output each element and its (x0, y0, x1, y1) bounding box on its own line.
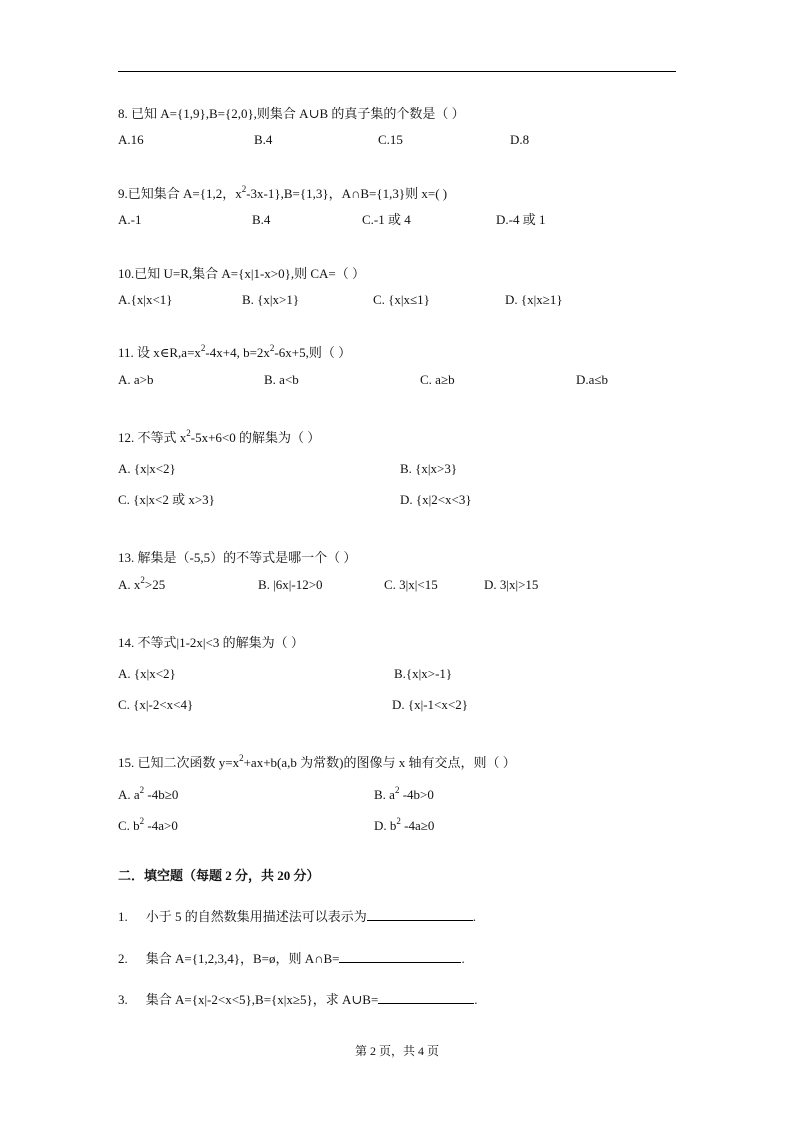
question-10-option-b: B. {x|x>1} (242, 292, 300, 307)
question-13-option-a: A. $x^2>25$ (118, 574, 166, 592)
question-8-option-b: B.4 (254, 132, 273, 147)
question-14-option-a: A. {x|x<2} (118, 666, 176, 681)
question-9-stem: 9.已知集合 A={1,2，$x^2-3x-1\},B=\{1,3\}$，A∩B={1,3}则 x=( ) (118, 183, 448, 201)
question-9-option-a: A.-1 (118, 212, 142, 227)
question-8-option-c: C.15 (378, 132, 403, 147)
question-15-option-a: A. $a^2$ -4b≥0 (118, 784, 179, 802)
question-9-option-c: C.-1 或 4 (362, 212, 411, 227)
question-12-option-c: C. {x|x<2 或 x>3} (118, 492, 215, 507)
question-12-option-a: A. {x|x<2} (118, 461, 176, 476)
question-13-option-b: B. |6x|-12>0 (258, 577, 323, 592)
question-11-option-c: C. a≥b (420, 372, 455, 387)
question-8-option-a: A.16 (118, 132, 144, 147)
question-9-option-b: B.4 (252, 212, 271, 227)
question-8-option-d: D.8 (510, 132, 530, 147)
question-15-option-d: D. $b^2$ -4a≥0 (374, 815, 435, 833)
question-10-option-d: D. {x|x≥1} (505, 292, 563, 307)
answer-blank-2[interactable] (339, 950, 461, 963)
section-2-heading: 二．填空题（每题 2 分，共 20 分） (118, 868, 320, 883)
question-13-option-d: D. 3|x|>15 (484, 577, 539, 592)
page-footer: 第 2 页，共 4 页 (354, 1044, 439, 1058)
question-15-option-c: C. $b^2$ -4a>0 (118, 815, 178, 833)
question-14-option-b: B.{x|x>-1} (394, 666, 453, 681)
question-12-stem: 12. 不等式 $x^2-5x+6<0$ 的解集为（ ） (118, 427, 321, 445)
question-10-option-a: A.{x|x<1} (118, 292, 173, 307)
question-12-option-b: B. {x|x>3} (400, 461, 458, 476)
answer-blank-3[interactable] (378, 991, 474, 1004)
question-10-option-c: C. {x|x≤1} (373, 292, 430, 307)
question-13-stem: 13. 解集是（-5,5）的不等式是哪一个（ ） (118, 550, 357, 565)
question-15-stem: 15. 已知二次函数 $y=x^2+ax+b(a,b$ 为常数)的图像与 x 轴有交点，则（ ） (118, 752, 516, 770)
header-rule (118, 71, 676, 72)
question-14-option-c: C. {x|-2<x<4} (118, 697, 194, 712)
question-11-option-b: B. a<b (264, 372, 299, 387)
fill-item-3: 3. 集合 A={x|-2<x<5},B={x|x≥5}，求 A∪B= . (118, 992, 478, 1007)
fill-item-2: 2. 集合 A={1,2,3,4}，B=ø，则 A∩B= . (118, 951, 465, 966)
question-11-option-a: A. a>b (118, 372, 154, 387)
question-10-stem: 10.已知 U=R,集合 A={x|1-x>0},则 CA=（ ） (118, 266, 365, 281)
fill-item-1: 1. 小于 5 的自然数集用描述法可以表示为 . (118, 909, 477, 924)
question-14-option-d: D. {x|-1<x<2} (392, 697, 468, 712)
question-11-stem: 11. 设 $x\in R,a=x^2-4x+4$, $b=2x^2-6x+5$,则（ ） (118, 342, 352, 360)
question-11-option-d: D.a≤b (576, 372, 609, 387)
question-15-option-b: B. $a^2$ -4b>0 (374, 784, 434, 802)
question-14-stem: 14. 不等式|1-2x|<3 的解集为（ ） (118, 635, 304, 650)
question-8-stem: 8. 已知 A={1,9},B={2,0},则集合 A∪B 的真子集的个数是（ ） (118, 106, 465, 121)
question-9-option-d: D.-4 或 1 (496, 212, 546, 227)
question-12-option-d: D. {x|2<x<3} (400, 492, 472, 507)
answer-blank-1[interactable] (367, 908, 473, 921)
question-13-option-c: C. 3|x|<15 (384, 577, 438, 592)
